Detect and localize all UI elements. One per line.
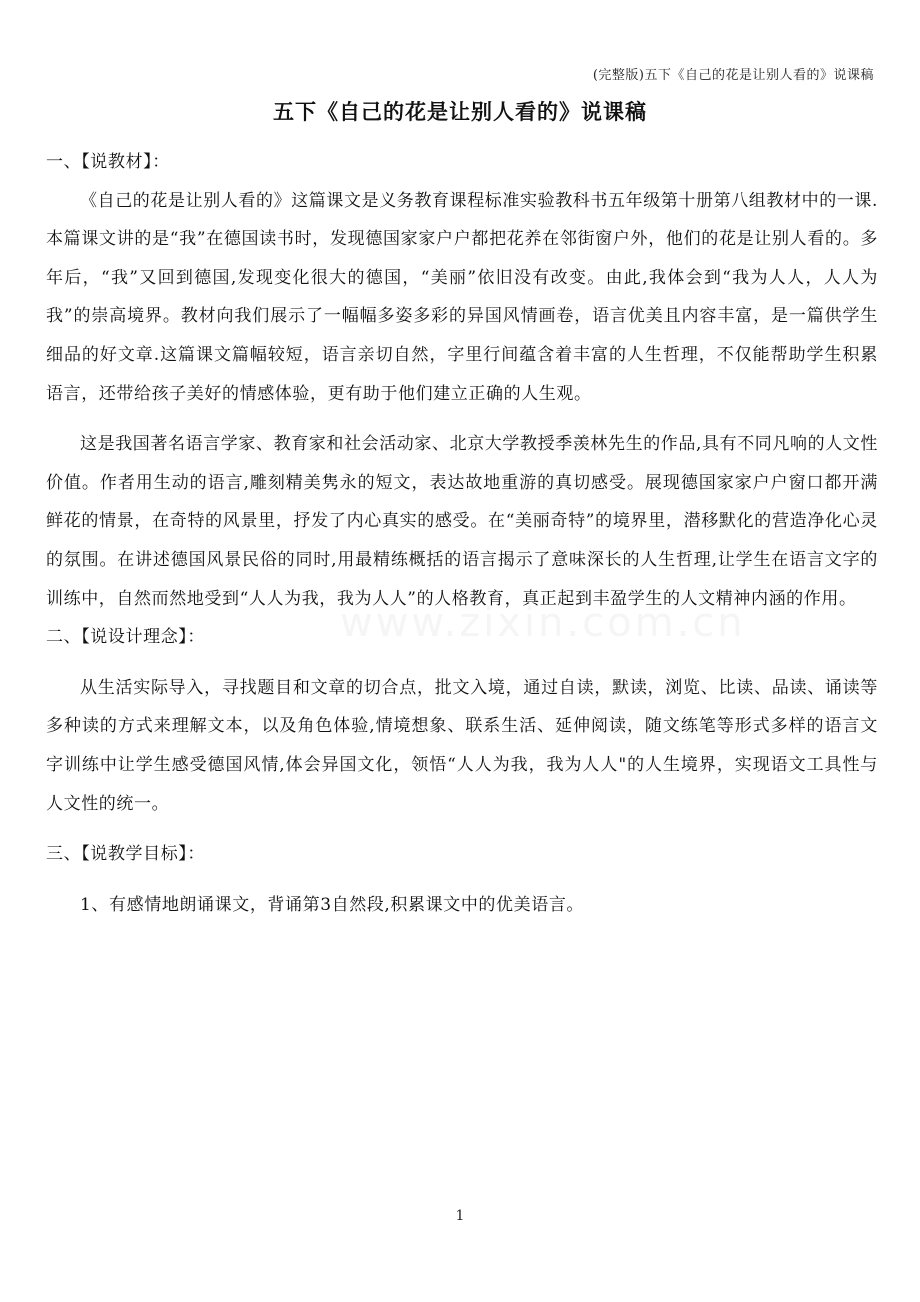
- document-body: [46, 143, 878, 924]
- document-title: 五下《自己的花是让别人看的》说课稿: [273, 99, 647, 124]
- paragraph: 这是我国著名语言学家、教育家和社会活动家、北京大学教授季羡林先生的作品,具有不同凡响的人文性价值。作者用生动的语言,雕刻精美隽永的短文，表达故地重游的真切感受。展现德国家家户户窗口都开满鲜花的情景，在奇特的风景里，抒发了内心真实的感受。在“美丽奇特”的境界里，潜移默化的营造净化心灵的氛围。在讲述德国风景民俗的同时,用最精练概括的语言揭示了意味深长的人生哲理,让学生在语言文字的训练中，自然而然地受到“人人为我，我为人人”的人格教育，真正起到丰盈学生的人文精神内涵的作用。: [46, 434, 879, 609]
- page-number: 1: [455, 1208, 465, 1224]
- paragraph: 1、有感情地朗诵课文，背诵第3自然段,积累课文中的优美语言。: [80, 894, 585, 915]
- watermark: www.zixin.com.cn: [340, 600, 746, 646]
- running-header: (完整版)五下《自己的花是让别人看的》说课稿: [592, 68, 874, 83]
- section-heading-teaching-goals: 三、【说教学目标】：: [46, 844, 205, 865]
- section-heading-teaching-material: 一、【说教材】：: [46, 152, 170, 172]
- paragraph: 从生活实际导入，寻找题目和文章的切合点，批文入境，通过自读，默读，浏览、比读、品读、诵读等多种读的方式来理解文本，以及角色体验,情境想象、联系生活、延伸阅读，随文练笔等形式多样的语言文字训练中让学生感受德国风情,体会异国文化，领悟“人人为我，我为人人"的人生境界，实现语文工具性与人文性的统一。: [46, 677, 878, 814]
- section-heading-design-concept: 二、【说设计理念】：: [46, 627, 205, 648]
- paragraph: 《自己的花是让别人看的》这篇课文是义务教育课程标准实验教科书五年级第十册第八组教材中的一课.本篇课文讲的是“我”在德国读书时，发现德国家家户户都把花养在邻街窗户外，他们的花是让别人看的。多年后，“我”又回到德国,发现变化很大的德国，“美丽”依旧没有改变。由此,我体会到“我为人人，人人为我”的崇高境界。教材向我们展示了一幅幅多姿多彩的异国风情画卷，语言优美且内容丰富，是一篇供学生细品的好文章.这篇课文篇幅较短，语言亲切自然，字里行间蕴含着丰富的人生哲理，不仅能帮助学生积累语言，还带给孩子美好的情感体验，更有助于他们建立正确的人生观。: [46, 190, 879, 404]
